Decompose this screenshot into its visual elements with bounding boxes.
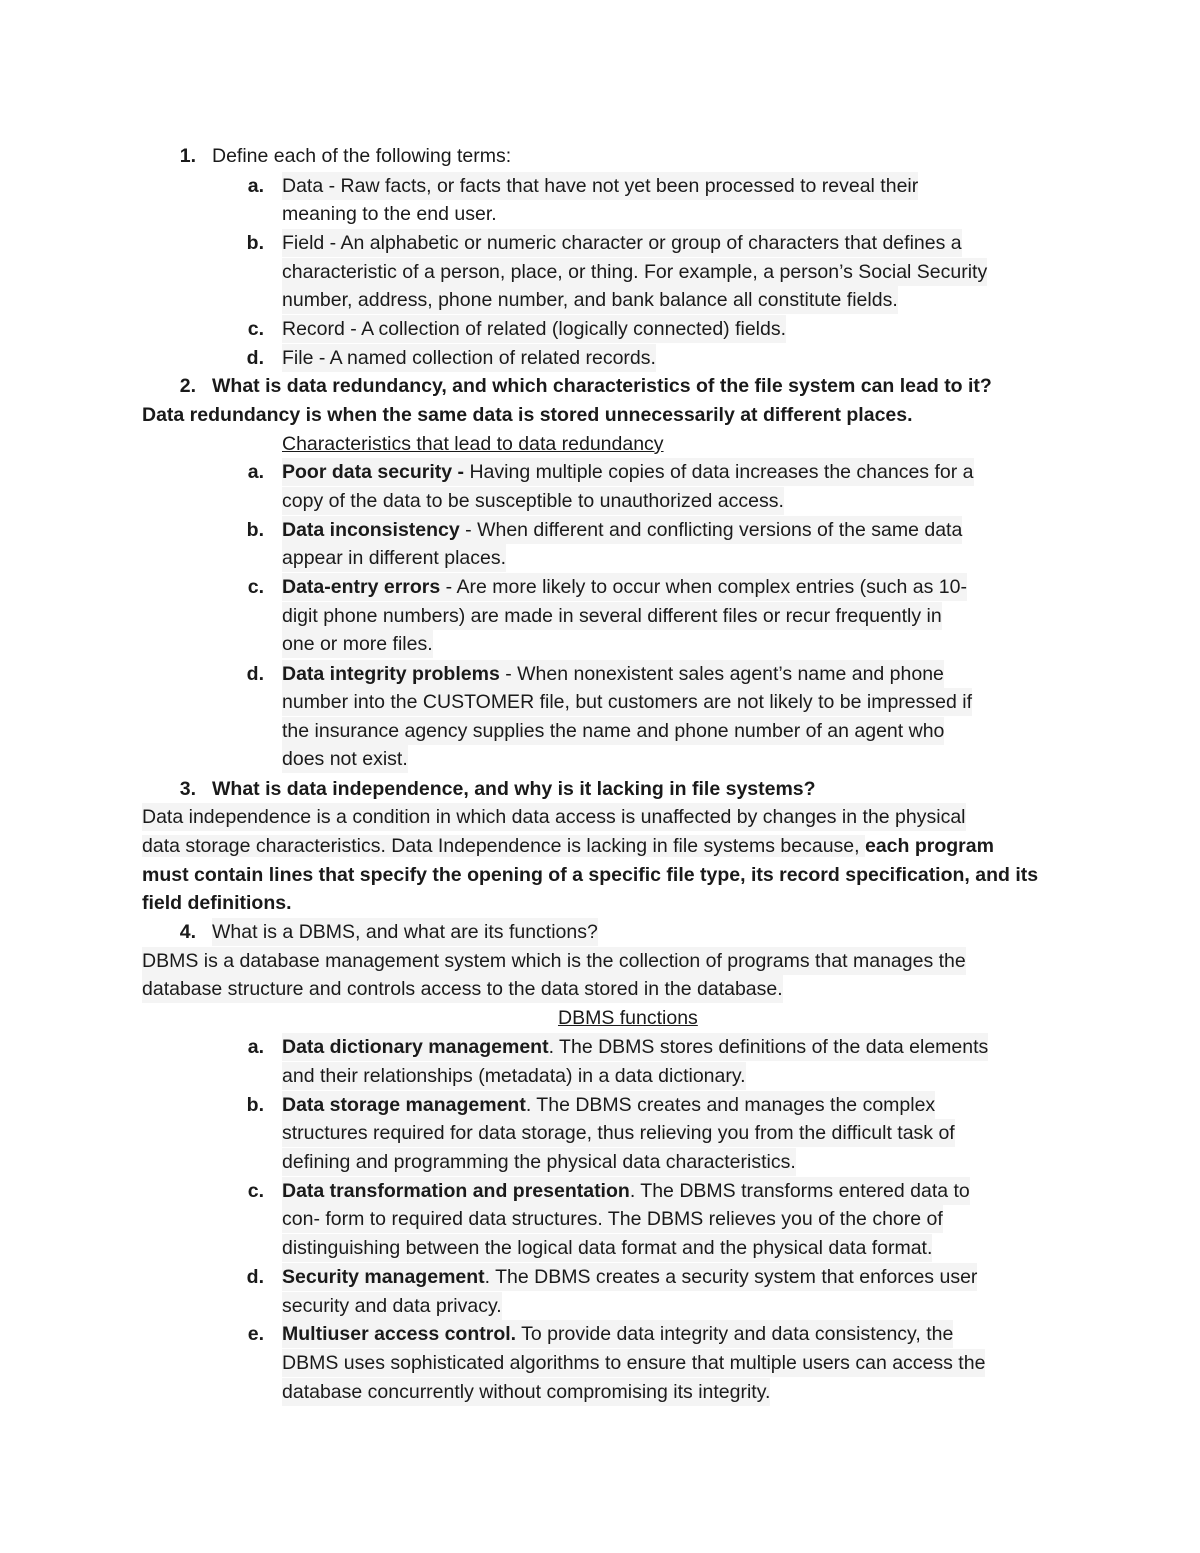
q4-item-d-line1: . The DBMS creates a security system that enforces user: [484, 1266, 978, 1288]
q2-subheading: Characteristics that lead to data redundancy: [282, 433, 664, 455]
q4-question: What is a DBMS, and what are its functions?: [212, 918, 598, 946]
q1-item-d-line1: File - A named collection of related records.: [282, 344, 656, 372]
q4-item-b-letter: b.: [246, 1094, 264, 1116]
q1-item-b-line3: number, address, phone number, and bank balance all constitute fields.: [282, 286, 898, 314]
q2-item-a-letter: a.: [247, 461, 264, 483]
q4-answer-line2: database structure and controls access to the data stored in the database.: [142, 975, 783, 1003]
q4-item-a-term: Data dictionary management: [282, 1036, 549, 1058]
q4-item-a-letter: a.: [247, 1036, 264, 1058]
q1-item-a-line1: Data - Raw facts, or facts that have not yet been processed to reveal their: [282, 172, 918, 200]
q4-item-e-letter: e.: [247, 1323, 264, 1345]
q2-number: 2.: [179, 375, 196, 397]
q4-item-a-line2: and their relationships (metadata) in a data dictionary.: [282, 1062, 746, 1090]
q1-question: Define each of the following terms:: [212, 145, 512, 167]
q4-item-e-line3: database concurrently without compromising its integrity.: [282, 1378, 770, 1406]
q2-item-c-line1: - Are more likely to occur when complex entries (such as 10-: [440, 576, 967, 598]
q2-item-d-line3: the insurance agency supplies the name and phone number of an agent who: [282, 717, 944, 745]
q2-item-a-term: Poor data security -: [282, 461, 470, 483]
q1-item-c-line1: Record - A collection of related (logically connected) fields.: [282, 315, 786, 343]
q4-item-a-line1: . The DBMS stores definitions of the data elements: [548, 1036, 989, 1058]
q2-item-d-letter: d.: [246, 663, 264, 685]
q4-item-c-letter: c.: [247, 1180, 264, 1202]
q4-item-b-term: Data storage management: [282, 1094, 526, 1116]
q4-number: 4.: [179, 921, 196, 943]
q4-item-d-term: Security management: [282, 1266, 485, 1288]
q3-question: What is data independence, and why is it lacking in file systems?: [212, 778, 816, 800]
q2-item-b-line2: appear in different places.: [282, 544, 506, 572]
q2-item-d-term: Data integrity problems: [282, 663, 500, 685]
q2-item-d-line2: number into the CUSTOMER file, but customers are not likely to be impressed if: [282, 688, 972, 716]
q2-item-a-line1: Having multiple copies of data increases the chances for a: [469, 461, 974, 483]
q2-question: What is data redundancy, and which characteristics of the file system can lead to it?: [212, 375, 992, 397]
q2-item-d-line4: does not exist.: [282, 745, 408, 773]
q1-item-d-letter: d.: [246, 347, 264, 369]
q2-item-c-letter: c.: [247, 576, 264, 598]
q4-item-c-line2: con- form to required data structures. The DBMS relieves you of the chore of: [282, 1205, 943, 1233]
q3-answer-line4: field definitions.: [142, 892, 292, 914]
q1-item-a-letter: a.: [247, 175, 264, 197]
q1-item-c-letter: c.: [247, 318, 264, 340]
q2-item-d-line1: - When nonexistent sales agent’s name and phone: [499, 663, 944, 685]
q1-number: 1.: [179, 145, 196, 167]
q1-item-a-line2: meaning to the end user.: [282, 203, 497, 225]
q4-item-b-line1: . The DBMS creates and manages the complex: [525, 1094, 936, 1116]
q3-answer-line1: Data independence is a condition in which data access is unaffected by changes in the physical: [142, 803, 966, 831]
q4-item-c-term: Data transformation and presentation: [282, 1180, 630, 1202]
q4-answer-line1: DBMS is a database management system which is the collection of programs that manages the: [142, 947, 966, 975]
q2-item-b-term: Data inconsistency: [282, 519, 460, 541]
q4-item-e-line2: DBMS uses sophisticated algorithms to ensure that multiple users can access the: [282, 1349, 985, 1377]
q2-item-b-letter: b.: [246, 519, 264, 541]
q4-subheading: DBMS functions: [558, 1007, 698, 1029]
q2-item-c-line3: one or more files.: [282, 630, 433, 658]
q1-item-b-line2: characteristic of a person, place, or thing. For example, a person’s Social Security: [282, 258, 987, 286]
q4-item-c-line1: . The DBMS transforms entered data to: [629, 1180, 970, 1202]
q1-item-b-line1: Field - An alphabetic or numeric character or group of characters that defines a: [282, 229, 962, 257]
q2-item-c-term: Data-entry errors: [282, 576, 441, 598]
q3-answer-line3: must contain lines that specify the opening of a specific file type, its record specification, and its: [142, 864, 1039, 886]
q2-item-a-line2: copy of the data to be susceptible to unauthorized access.: [282, 487, 784, 515]
q4-item-e-line1: To provide data integrity and data consistency, the: [516, 1323, 954, 1345]
q2-item-b-line1: - When different and conflicting versions of the same data: [459, 519, 963, 541]
q3-number: 3.: [179, 778, 196, 800]
q4-item-b-line2: structures required for data storage, thus relieving you from the difficult task of: [282, 1119, 955, 1147]
q4-item-b-line3: defining and programming the physical data characteristics.: [282, 1148, 796, 1176]
q2-answer: Data redundancy is when the same data is stored unnecessarily at different places.: [142, 404, 913, 426]
q4-item-c-line3: distinguishing between the logical data format and the physical data format.: [282, 1234, 932, 1262]
q4-item-e-term: Multiuser access control.: [282, 1323, 517, 1345]
q4-item-d-letter: d.: [246, 1266, 264, 1288]
q3-answer-line2-bold: each program: [864, 835, 994, 857]
q2-item-c-line2: digit phone numbers) are made in several different files or recur frequently in: [282, 602, 942, 630]
q1-item-b-letter: b.: [246, 232, 264, 254]
q3-answer-line2: data storage characteristics. Data Independence is lacking in file systems because,: [142, 835, 865, 857]
q4-item-d-line2: security and data privacy.: [282, 1292, 502, 1320]
